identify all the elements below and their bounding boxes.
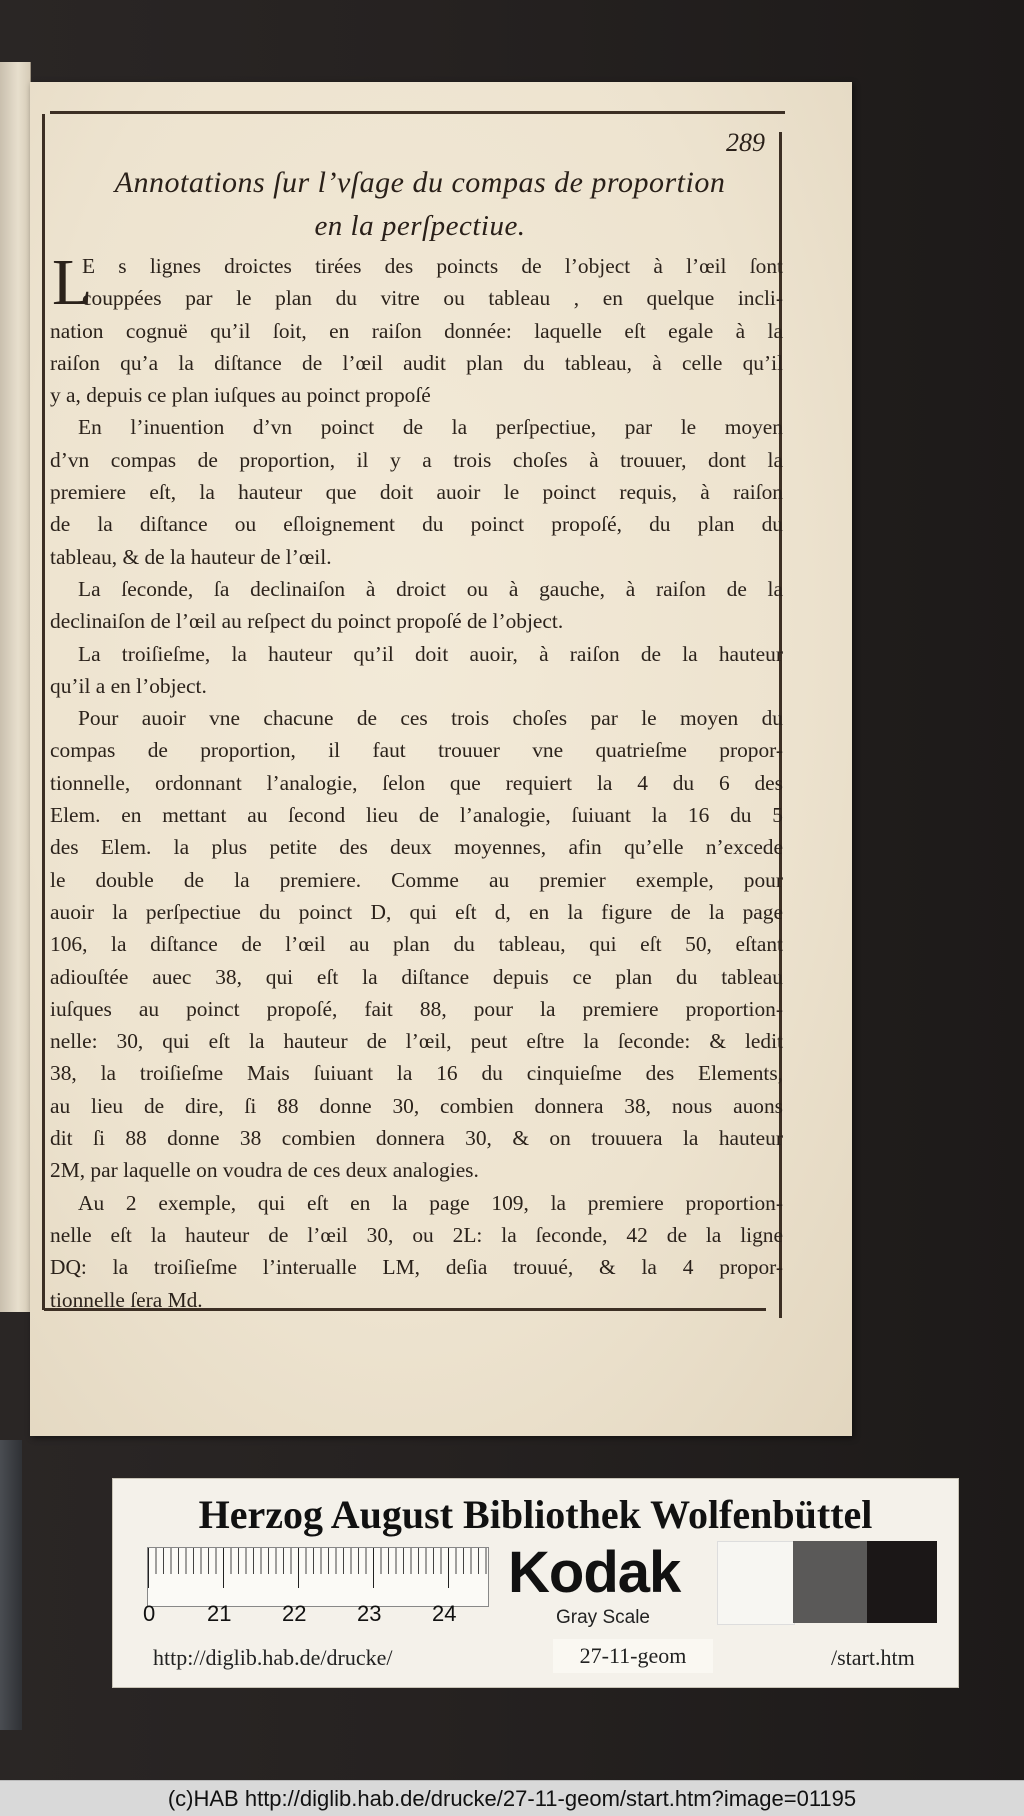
ruler-number: 22 <box>282 1601 307 1626</box>
ruler-number: 0 <box>143 1601 156 1626</box>
ruler-major-tick <box>223 1548 224 1588</box>
card-url: http://diglib.hab.de/drucke/ <box>153 1645 393 1670</box>
text-line: 2M, par laquelle on voudra de ces deux analogies. <box>50 1158 479 1183</box>
library-color-card <box>112 1478 959 1688</box>
ruler-number: 23 <box>357 1601 382 1626</box>
black-patch <box>867 1541 937 1623</box>
text-line: qu’il a en l’object. <box>50 673 207 698</box>
measurement-ruler <box>147 1547 489 1607</box>
card-shelfmark: 27-11-geom <box>553 1639 713 1673</box>
kodak-logo: Kodak <box>508 1540 681 1605</box>
ruler-major-tick <box>298 1548 299 1588</box>
text-line: y a, depuis ce plan iuſques au poinct propoſé <box>50 383 431 408</box>
text-line: La ſeconde, ſa declinaiſon à droict ou à gauche, à raiſon de la <box>78 576 783 601</box>
text-line: En l’inuention d’vn poinct de la perſpectiue, par le moyen <box>78 415 783 440</box>
ruler-numbers <box>143 1601 507 1629</box>
text-line: couppées par le plan du vitre ou tableau , en quelque incli- <box>82 286 783 311</box>
text-line: adiouſtée auec 38, qui eſt la diſtance depuis ce plan du tableau <box>50 964 783 989</box>
caption-bar <box>0 1780 1024 1816</box>
text-line: premiere eſt, la hauteur que doit auoir le poinct requis, à raiſon <box>50 480 783 505</box>
text-line: 106, la diſtance de l’œil au plan du tableau, qui eſt 50, eſtant <box>50 932 783 957</box>
drop-cap: L <box>52 246 93 319</box>
white-patch <box>717 1541 795 1625</box>
text-line: tionnelle ſera Md. <box>50 1287 203 1312</box>
text-line: d’vn compas de proportion, il y a trois choſes à trouuer, dont la <box>50 447 783 472</box>
text-line: auoir la perſpectiue du poinct D, qui eſt d, en la figure de la page <box>50 899 783 924</box>
page-frame-top <box>50 111 785 114</box>
text-line: compas de proportion, il faut trouuer vne quatrieſme propor- <box>50 738 783 763</box>
text-line: Elem. en mettant au ſecond lieu de l’analogie, ſuiuant la 16 du 5 <box>50 803 783 828</box>
page-frame-left <box>42 114 45 1310</box>
text-line: La troiſieſme, la hauteur qu’il doit auoir, à raiſon de la hauteur <box>78 641 783 666</box>
text-line: iuſques au poinct propoſé, fait 88, pour la premiere proportion- <box>50 996 783 1021</box>
text-line: Pour auoir vne chacune de ces trois choſes par le moyen du <box>78 706 783 731</box>
ruler-ticks <box>148 1548 488 1574</box>
text-line: dit ſi 88 donne 38 combien donnera 30, & on trouuera la hauteur <box>50 1126 783 1151</box>
ruler-number: 21 <box>207 1601 232 1626</box>
text-line: 38, la troiſieſme Mais ſuiuant la 16 du cinquieſme des Elements, <box>50 1061 783 1086</box>
text-line: de la diſtance ou eſloignement du poinct propoſé, du plan du <box>50 512 783 537</box>
ruler-number: 24 <box>432 1601 457 1626</box>
gray-patch <box>793 1541 867 1623</box>
page-title-line-2: en la perſpectiue. <box>314 210 526 242</box>
text-line: DQ: la troiſieſme l’interualle LM, deſia trouué, & la 4 propor- <box>50 1255 783 1280</box>
gray-scale-label: Gray Scale <box>556 1607 650 1628</box>
text-line: nation cognuë qu’il ſoit, en raiſon donnée: laquelle eſt egale à la <box>50 318 783 343</box>
text-line: le double de la premiere. Comme au premier exemple, pour <box>50 867 783 892</box>
ruler-major-tick <box>448 1548 449 1588</box>
text-line: tableau, & de la hauteur de l’œil. <box>50 544 332 569</box>
text-line: tionnelle, ordonnant l’analogie, ſelon que requiert la 4 du 6 des <box>50 770 783 795</box>
text-line: au lieu de dire, ſi 88 donne 30, combien donnera 38, nous auons <box>50 1093 783 1118</box>
page-number: 289 <box>726 128 765 157</box>
previous-page-edge <box>0 62 31 1312</box>
copyright-caption: (c)HAB http://diglib.hab.de/drucke/27-11-geom/start.htm?image=01195 <box>167 1786 857 1811</box>
library-name: Herzog August Bibliothek Wolfenbüttel <box>198 1492 873 1537</box>
text-line: E s lignes droictes tirées des poincts de l’object à l’œil ſont <box>82 254 783 278</box>
book-spine <box>0 1440 22 1730</box>
text-line: Au 2 exemple, qui eſt en la page 109, la premiere proportion- <box>78 1190 783 1215</box>
ruler-major-tick <box>373 1548 374 1588</box>
text-line: nelle: 30, qui eſt la hauteur de l’œil, peut eſtre la ſeconde: & ledit <box>50 1029 783 1054</box>
ruler-major-tick <box>148 1548 149 1588</box>
text-line: raiſon qu’a la diſtance de l’œil audit plan du tableau, à celle qu’il <box>50 350 783 375</box>
page-title-line-1: Annotations ſur l’vſage du compas de proportion <box>114 166 726 199</box>
card-url-suffix: /start.htm <box>831 1645 915 1670</box>
text-line: nelle eſt la hauteur de l’œil 30, ou 2L: la ſeconde, 42 de la ligne <box>50 1222 783 1247</box>
text-line: des Elem. la plus petite des deux moyennes, afin qu’elle n’excede <box>50 835 783 860</box>
body-text <box>50 246 783 1316</box>
text-line: declinaiſon de l’œil au reſpect du poinct propoſé de l’object. <box>50 609 564 634</box>
